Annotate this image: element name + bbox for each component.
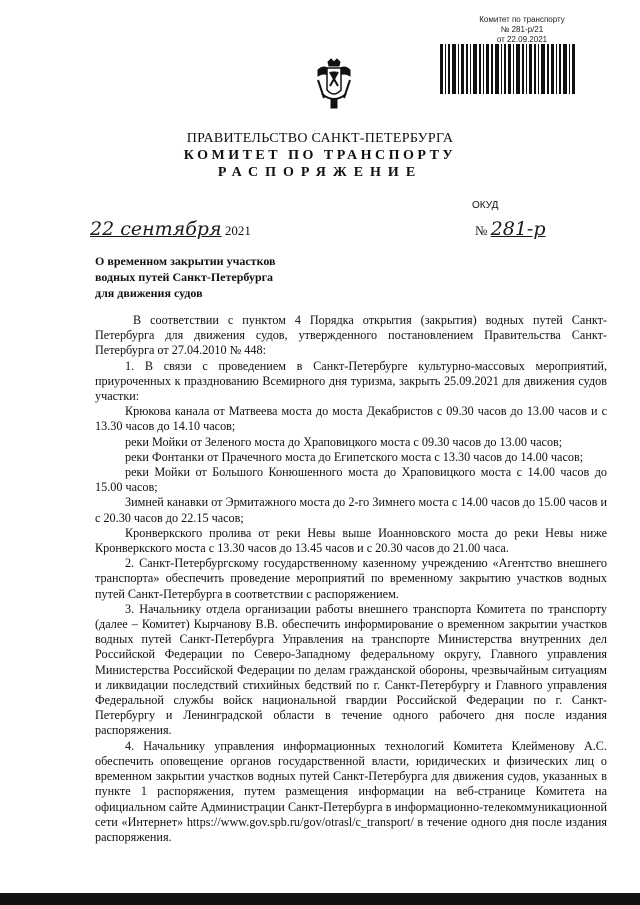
document-subject (95, 253, 276, 301)
paragraph-3: 3. Начальнику отдела организации работы внешнего транспорта Комитета по транспорту (далее – Комитет) Кырчанову В.В. обеспечить информирование о временном закрытии участков водных путей Санкт-Петербурга Управления на транспорте Министерства внутренних дел Российской Федерации по Северо-Западному федеральному округу, Главного управления Министерства Российской Федерации по делам гражданской обороны, чрезвычайным ситуациям и ликвидации последствий стихийных бедствий по г. Санкт-Петербургу и Главного управления Федеральной службы войск национальной гвардии Российской Федерации по г. Санкт-Петербургу и Ленинградской области в течение одного рабочего дня после издания распоряжения. (95, 601, 607, 738)
document-date (90, 218, 251, 240)
coat-of-arms-emblem (312, 58, 356, 115)
committee-name: КОМИТЕТ ПО ТРАНСПОРТУ (183, 148, 457, 163)
closure-item: Крюкова канала от Матвеева моста до моста Декабристов с 09.30 часов до 13.00 часов и с 13.30 часов до 14.10 часов; (95, 404, 607, 434)
document-body (95, 313, 607, 845)
subject-line: О временном закрытии участков (95, 254, 276, 268)
stamp-line-number: № 281-р/21 (500, 25, 544, 34)
barcode (440, 44, 580, 94)
paragraph-2: 2. Санкт-Петербургскому государственному казенному учреждению «Агентство внешнего транспорта» обеспечить проведение мероприятий по временному закрытию участков водных путей Санкт-Петербурга в соответствии с распоряжением. (95, 556, 607, 601)
closure-item: реки Фонтанки от Прачечного моста до Египетского моста с 13.30 часов до 14.00 часов; (125, 449, 584, 464)
stamp-line-org: Комитет по транспорту (479, 15, 565, 24)
paragraph-1: 1. В связи с проведением в Санкт-Петербурге культурно-массовых мероприятий, приуроченных к празднованию Всемирного дня туризма, закрыть 25.09.2021 для движения судов участки: (95, 358, 607, 404)
closure-item: реки Мойки от Большого Конюшенного моста до Храповицкого моста с 14.00 часов до 15.00 часов; (95, 465, 607, 495)
document-number (475, 218, 546, 240)
subject-line: водных путей Санкт-Петербурга (95, 270, 274, 284)
closure-item: Зимней канавки от Эрмитажного моста до 2-го Зимнего моста с 14.00 часов до 15.00 часов и с 20.30 часов до 22.15 часов; (95, 495, 607, 525)
paragraph-4: 4. Начальнику управления информационных технологий Комитета Клейменову А.С. обеспечить оповещение органов государственной власти, юридических и физических лиц о временном закрытии участков водных путей Санкт-Петербурга для движения судов, указанных в пункте 1 распоряжения, путем размещения информации на веб-странице Комитета на официальном сайте Администрации Санкт-Петербурга в информационно-телекоммуникационной сети «Интернет» https://www.gov.spb.ru/gov/otrasl/c_transport/ в течение одного дня после издания распоряжения. (95, 738, 607, 844)
handwritten-number: 281-р (490, 218, 546, 240)
number-prefix: № (475, 223, 488, 238)
closure-item: реки Мойки от Зеленого моста до Храповицкого моста с 09.30 часов до 13.00 часов; (125, 434, 563, 449)
stamp-line-date: от 22.09.2021 (496, 35, 548, 44)
subject-line: для движения судов (95, 286, 203, 300)
closure-item: Кронверкского пролива от реки Невы выше Иоанновского моста до реки Невы ниже Кронверкского моста с 13.30 часов до 13.45 часов и с 20.30 часов до 21.00 часа. (95, 525, 607, 556)
scan-bottom-edge (0, 893, 640, 905)
government-name: ПРАВИТЕЛЬСТВО САНКТ-ПЕТЕРБУРГА (186, 131, 454, 146)
document-header (140, 131, 500, 181)
intro-paragraph: В соответствии с пунктом 4 Порядка открытия (закрытия) водных путей Санкт-Петербурга для движения судов, утвержденного постановлением Правительства Санкт-Петербурга от 27.04.2010 № 448: (95, 313, 607, 358)
okud-label: ОКУД (472, 200, 499, 211)
date-year: 2021 (224, 223, 251, 238)
registration-stamp (462, 15, 582, 45)
document-type: РАСПОРЯЖЕНИЕ (217, 165, 423, 180)
handwritten-date: 22 сентября (90, 218, 222, 240)
